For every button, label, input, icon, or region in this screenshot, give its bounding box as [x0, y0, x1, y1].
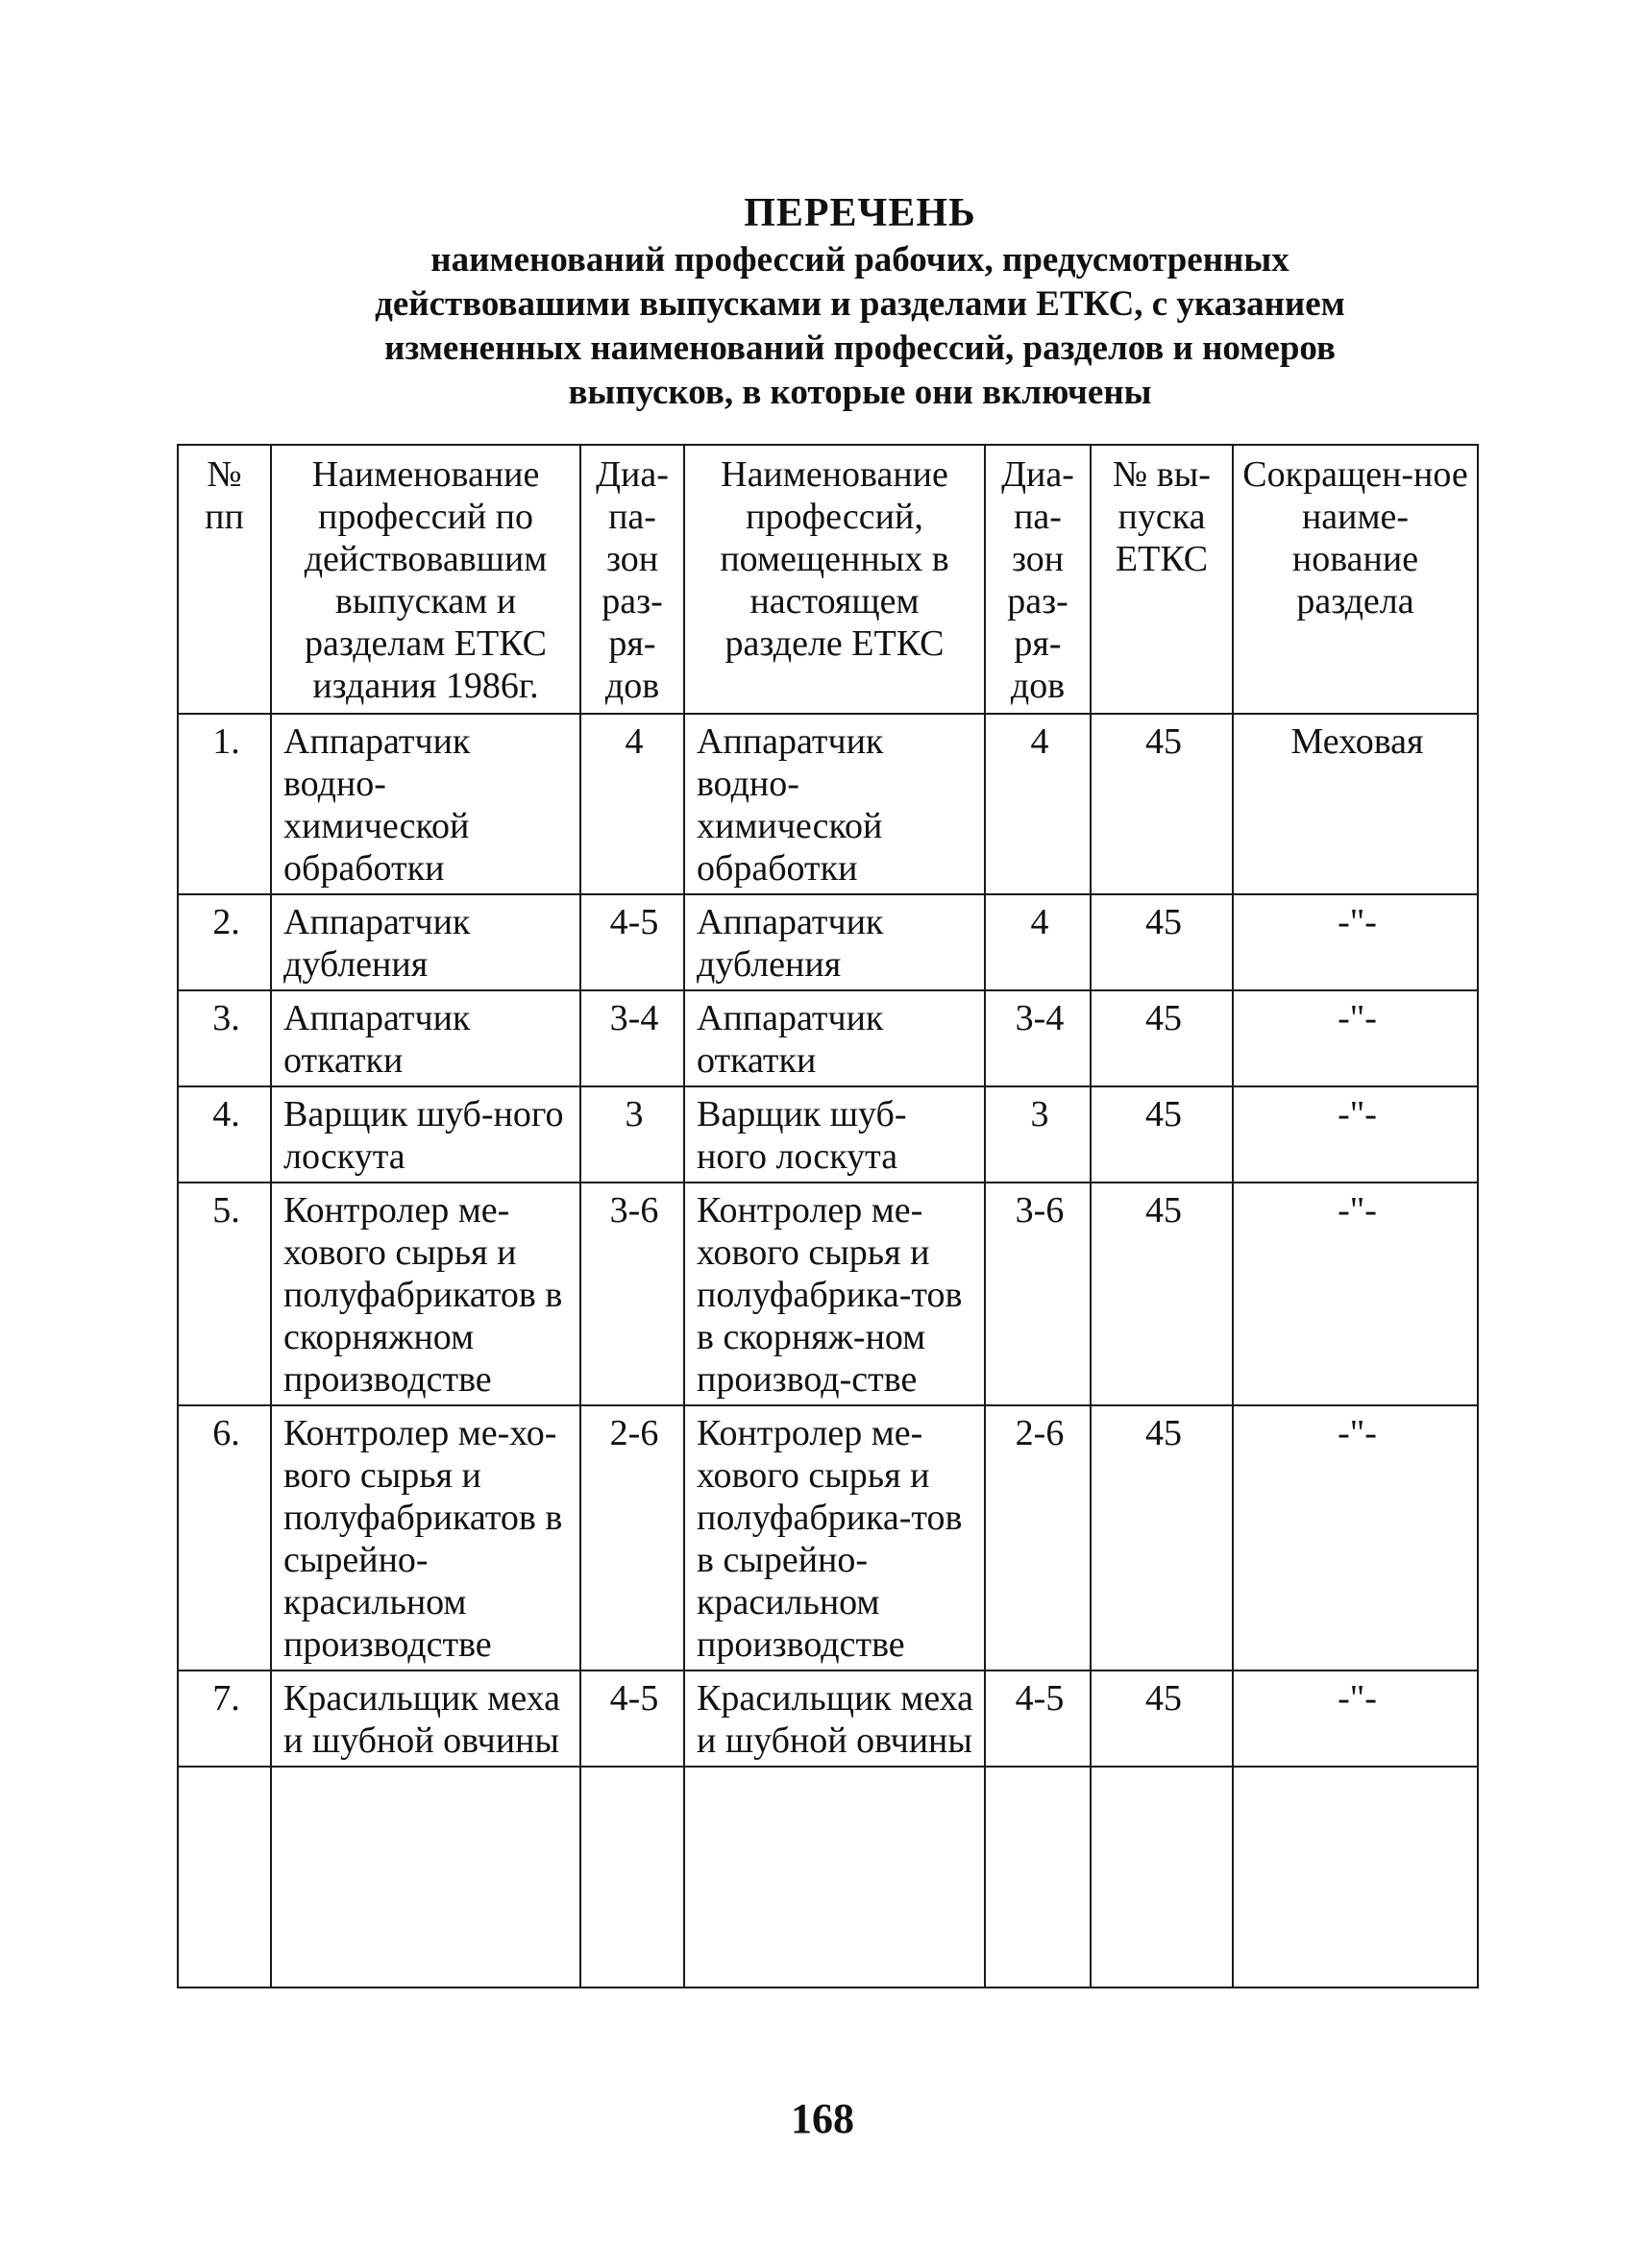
header-number: № пп	[178, 445, 271, 714]
empty-table-row	[178, 1767, 1478, 1988]
row-number: 1.	[178, 714, 271, 894]
header-new-name: Наименование профессий, помещенных в настоящем разделе ЕТКС	[684, 445, 985, 714]
issue-number: 45	[1091, 1405, 1233, 1671]
new-grade-range: 4-5	[985, 1671, 1091, 1767]
section-name: -"-	[1233, 1086, 1478, 1183]
new-profession-name: Контролер ме-хового сырья и полуфабрика-тов в скорняж-ном производ-стве	[684, 1183, 985, 1405]
old-profession-name: Красильщик меха и шубной овчины	[271, 1671, 580, 1767]
old-profession-name: Контролер ме-хового сырья и полуфабрикатов в скорняжном производстве	[271, 1183, 580, 1405]
new-grade-range: 3-6	[985, 1183, 1091, 1405]
old-grade-range: 2-6	[580, 1405, 684, 1671]
document-subtitle-line-3: измененных наименований профессий, разделов и номеров	[384, 329, 1336, 368]
new-grade-range: 2-6	[985, 1405, 1091, 1671]
header-section: Сокращен-ное наиме-нование раздела	[1233, 445, 1478, 714]
section-name: Меховая	[1233, 714, 1478, 894]
new-profession-name: Красильщик меха и шубной овчины	[684, 1671, 985, 1767]
document-title: ПЕРЕЧЕНЬ	[744, 191, 976, 235]
document-subtitle-line-2: действовашими выпусками и разделами ЕТКС, с указанием	[375, 284, 1345, 324]
table-row	[178, 894, 1478, 990]
old-grade-range: 3-6	[580, 1183, 684, 1405]
old-profession-name: Контролер ме-хо-вого сырья и полуфабрикатов в сырейно-красильном производстве	[271, 1405, 580, 1671]
issue-number: 45	[1091, 1671, 1233, 1767]
new-grade-range: 4	[985, 894, 1091, 990]
empty-cell	[178, 1767, 271, 1988]
old-grade-range: 4-5	[580, 894, 684, 990]
section-name: -"-	[1233, 1405, 1478, 1671]
old-profession-name: Аппаратчик дубления	[271, 894, 580, 990]
empty-cell	[985, 1767, 1091, 1988]
header-new-range: Диа-па-зон раз-ря-дов	[985, 445, 1091, 714]
issue-number: 45	[1091, 894, 1233, 990]
old-grade-range: 3-4	[580, 990, 684, 1086]
page-number: 168	[791, 2095, 854, 2142]
old-profession-name: Варщик шуб-ного лоскута	[271, 1086, 580, 1183]
issue-number: 45	[1091, 990, 1233, 1086]
empty-cell	[580, 1767, 684, 1988]
new-profession-name: Контролер ме-хового сырья и полуфабрика-тов в сырейно-красильном производстве	[684, 1405, 985, 1671]
table-row	[178, 1405, 1478, 1671]
issue-number: 45	[1091, 1183, 1233, 1405]
document-subtitle-line-1: наименований профессий рабочих, предусмотренных	[430, 240, 1289, 280]
row-number: 7.	[178, 1671, 271, 1767]
empty-cell	[1233, 1767, 1478, 1988]
header-old-range: Диа-па-зон раз-ря-дов	[580, 445, 684, 714]
document-subtitle-line-4: выпусков, в которые они включены	[568, 373, 1152, 412]
row-number: 2.	[178, 894, 271, 990]
new-profession-name: Аппаратчик дубления	[684, 894, 985, 990]
old-grade-range: 3	[580, 1086, 684, 1183]
old-profession-name: Аппаратчик водно-химической обработки	[271, 714, 580, 894]
section-name: -"-	[1233, 1671, 1478, 1767]
row-number: 5.	[178, 1183, 271, 1405]
row-number: 3.	[178, 990, 271, 1086]
table-row	[178, 1086, 1478, 1183]
row-number: 4.	[178, 1086, 271, 1183]
table-row	[178, 714, 1478, 894]
header-issue: № вы-пуска ЕТКС	[1091, 445, 1233, 714]
empty-cell	[271, 1767, 580, 1988]
header-old-name: Наименование профессий по действовавшим выпускам и разделам ЕТКС издания 1986г.	[271, 445, 580, 714]
new-grade-range: 3	[985, 1086, 1091, 1183]
row-number: 6.	[178, 1405, 271, 1671]
document-heading	[288, 188, 1432, 415]
new-profession-name: Аппаратчик водно-химической обработки	[684, 714, 985, 894]
old-grade-range: 4	[580, 714, 684, 894]
empty-cell	[684, 1767, 985, 1988]
table-row	[178, 1183, 1478, 1405]
old-grade-range: 4-5	[580, 1671, 684, 1767]
new-profession-name: Аппаратчик откатки	[684, 990, 985, 1086]
empty-cell	[1091, 1767, 1233, 1988]
issue-number: 45	[1091, 714, 1233, 894]
new-grade-range: 3-4	[985, 990, 1091, 1086]
section-name: -"-	[1233, 894, 1478, 990]
old-profession-name: Аппаратчик откатки	[271, 990, 580, 1086]
table-row	[178, 1671, 1478, 1767]
professions-table	[177, 444, 1479, 1988]
new-profession-name: Варщик шуб-ного лоскута	[684, 1086, 985, 1183]
issue-number: 45	[1091, 1086, 1233, 1183]
table-row	[178, 990, 1478, 1086]
section-name: -"-	[1233, 1183, 1478, 1405]
section-name: -"-	[1233, 990, 1478, 1086]
new-grade-range: 4	[985, 714, 1091, 894]
table-header-row	[178, 445, 1478, 714]
